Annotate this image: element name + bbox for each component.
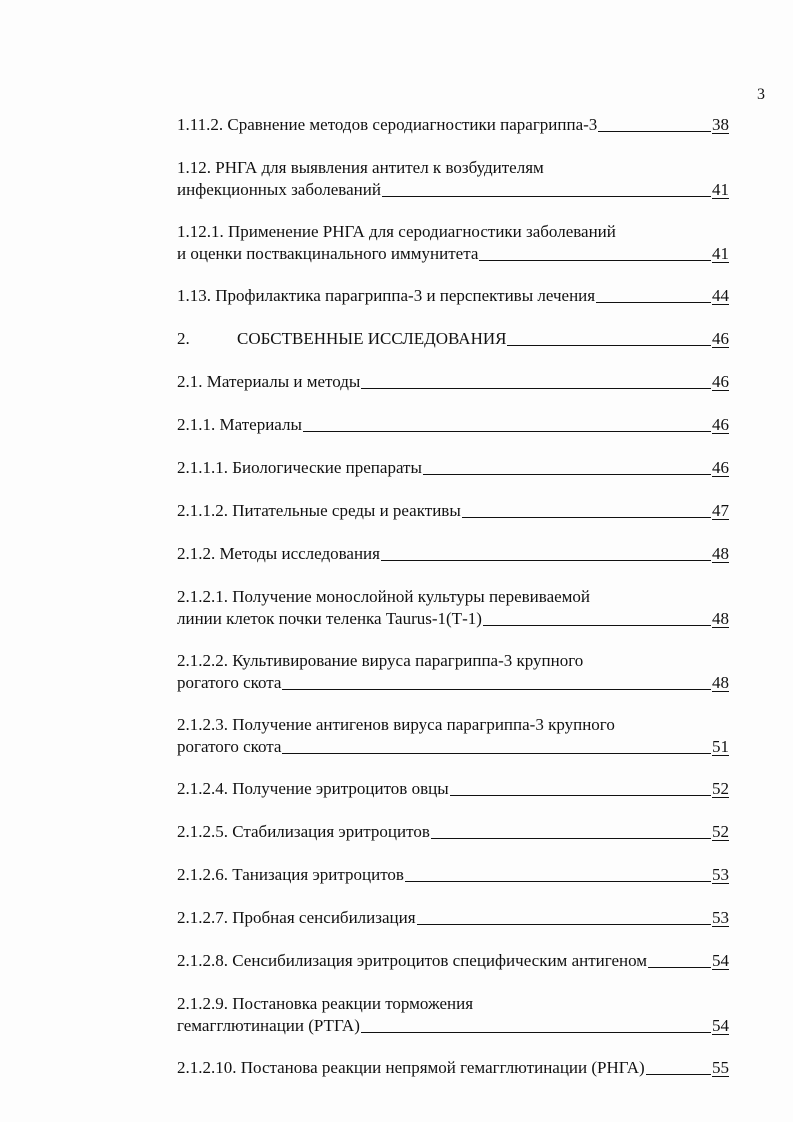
toc-entry	[177, 586, 729, 650]
toc-entry-page: 48	[712, 673, 729, 692]
toc-entry-title: 2.1.2.2. Культивирование вируса парагриппа-3 крупного	[177, 651, 584, 670]
dot-leader	[450, 795, 711, 796]
toc-entry	[177, 993, 729, 1057]
toc-entry-title-cont: линии клеток почки теленка Taurus-1(Т-1)	[177, 609, 482, 628]
dot-leader	[596, 302, 711, 303]
toc-entry-title: 2.1.2.1. Получение монослойной культуры перевиваемой	[177, 587, 591, 606]
toc-entry-page: 38	[712, 115, 729, 134]
dot-leader	[382, 196, 711, 197]
toc-entry-title: 2.1.2.6. Танизация эритроцитов	[177, 865, 404, 884]
toc-entry-title: 2.1.1.1. Биологические препараты	[177, 458, 422, 477]
dot-leader	[462, 517, 711, 518]
toc-entry-title: 1.13. Профилактика парагриппа-3 и перспективы лечения	[177, 286, 596, 305]
page-number: 3	[757, 86, 765, 103]
toc-entry	[177, 157, 729, 221]
toc-entry-title: 1.11.2. Сравнение методов серодиагностики парагриппа-3	[177, 115, 598, 134]
toc-entry-page: 46	[712, 372, 729, 391]
table-of-contents	[177, 114, 729, 1100]
toc-entry	[177, 500, 729, 543]
dot-leader	[405, 881, 711, 882]
toc-entry-page: 51	[712, 737, 729, 756]
toc-entry-title: 2.1.2.10. Постанова реакции непрямой гемагглютинации (РНГА)	[177, 1058, 645, 1077]
dot-leader	[479, 260, 711, 261]
toc-entry-title: 2.1.2.4. Получение эритроцитов овцы	[177, 779, 449, 798]
toc-entry-page: 54	[712, 951, 729, 970]
toc-entry-page: 48	[712, 609, 729, 628]
toc-entry-title: 2.1. Материалы и методы	[177, 372, 361, 391]
toc-entry-title-cont: рогатого скота	[177, 673, 282, 692]
toc-entry	[177, 371, 729, 414]
toc-entry	[177, 285, 729, 328]
toc-entry	[177, 864, 729, 907]
dot-leader	[483, 625, 711, 626]
toc-entry-page: 53	[712, 865, 729, 884]
dot-leader	[361, 1032, 711, 1033]
toc-entry	[177, 907, 729, 950]
dot-leader	[303, 431, 711, 432]
toc-entry-title: 2.1.2.7. Пробная сенсибилизация	[177, 908, 416, 927]
dot-leader	[648, 967, 711, 968]
toc-entry-title: 2.1.2.5. Стабилизация эритроцитов	[177, 822, 430, 841]
toc-entry-page: 54	[712, 1016, 729, 1035]
dot-leader	[507, 345, 711, 346]
toc-entry	[177, 650, 729, 714]
toc-entry-title: СОБСТВЕННЫЕ ИССЛЕДОВАНИЯ	[237, 329, 507, 348]
dot-leader	[361, 388, 711, 389]
toc-entry-title-cont: инфекционных заболеваний	[177, 180, 381, 199]
toc-entry	[177, 414, 729, 457]
toc-entry-title-cont: рогатого скота	[177, 737, 282, 756]
toc-entry	[177, 114, 729, 157]
toc-entry-title: 2.1.2.3. Получение антигенов вируса парагриппа-3 крупного	[177, 715, 615, 734]
toc-entry	[177, 1057, 729, 1100]
toc-entry	[177, 821, 729, 864]
toc-entry-page: 46	[712, 329, 729, 348]
dot-leader	[282, 689, 711, 690]
toc-entry-page: 47	[712, 501, 729, 520]
dot-leader	[598, 131, 711, 132]
toc-entry-title-cont: гемагглютинации (РТГА)	[177, 1016, 360, 1035]
toc-entry-page: 52	[712, 779, 729, 798]
toc-entry	[177, 714, 729, 778]
toc-entry	[177, 457, 729, 500]
toc-entry	[177, 543, 729, 586]
toc-entry	[177, 950, 729, 993]
toc-entry-page: 48	[712, 544, 729, 563]
toc-entry-page: 55	[712, 1058, 729, 1077]
dot-leader	[646, 1074, 711, 1075]
toc-entry-title: 1.12. РНГА для выявления антител к возбудителям	[177, 158, 544, 177]
toc-entry	[177, 221, 729, 285]
toc-entry-title: 2.1.1. Материалы	[177, 415, 302, 434]
dot-leader	[417, 924, 711, 925]
toc-entry-title: 1.12.1. Применение РНГА для серодиагностики заболеваний	[177, 222, 616, 241]
toc-entry	[177, 778, 729, 821]
dot-leader	[381, 560, 711, 561]
toc-entry-page: 46	[712, 415, 729, 434]
toc-entry-page: 41	[712, 244, 729, 263]
toc-entry-page: 53	[712, 908, 729, 927]
toc-entry-title: 2.1.2.8. Сенсибилизация эритроцитов специфическим антигеном	[177, 951, 648, 970]
toc-entry-title-cont: и оценки поствакцинального иммунитета	[177, 244, 479, 263]
toc-entry-page: 41	[712, 180, 729, 199]
toc-entry-page: 46	[712, 458, 729, 477]
dot-leader	[423, 474, 711, 475]
dot-leader	[282, 753, 711, 754]
dot-leader	[431, 838, 711, 839]
toc-entry-title: 2.1.1.2. Питательные среды и реактивы	[177, 501, 461, 520]
toc-entry	[177, 328, 729, 371]
toc-entry-title: 2.1.2. Методы исследования	[177, 544, 380, 563]
toc-entry-page: 44	[712, 286, 729, 305]
toc-entry-page: 52	[712, 822, 729, 841]
toc-section-number: 2.	[177, 329, 190, 348]
toc-entry-title: 2.1.2.9. Постановка реакции торможения	[177, 994, 474, 1013]
